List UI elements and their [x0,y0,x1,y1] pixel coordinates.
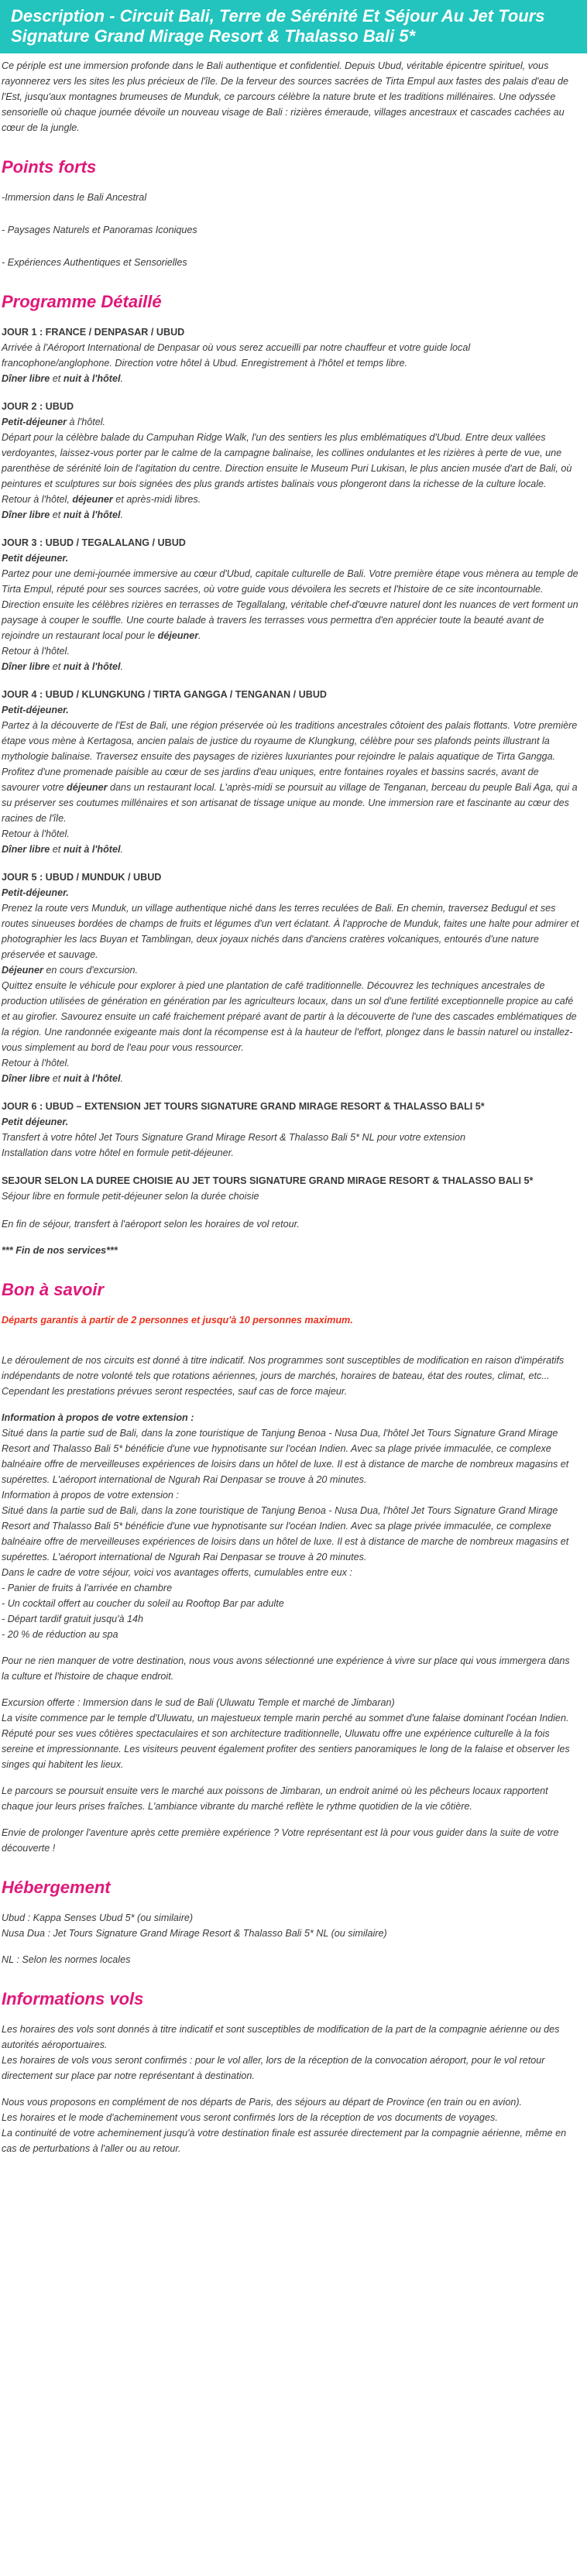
day-lunch: Déjeuner en cours d'excursion. [2,965,139,976]
guarantee-text: Départs garantis à partir de 2 personnes et jusqu'à 10 personnes maximum. [2,1315,353,1326]
day-text: Séjour libre en formule petit-déjeuner selon la durée choisie [2,1191,259,1202]
day-block [2,1173,579,1204]
day-meal: Petit déjeuner. [2,553,69,564]
day-return: Retour à l'hôtel. [2,646,70,657]
hotel-norms-note: NL : Selon les normes locales [2,1954,131,1965]
day-meal: Petit-déjeuner. [2,705,69,715]
advantage-item: - Panier de fruits à l'arrivée en chambre [2,1583,173,1593]
day-return: Retour à l'hôtel, déjeuner et après-midi libres. [2,494,201,505]
day-meal: Petit-déjeuner à l'hôtel. [2,417,105,427]
day-block [2,399,579,523]
day-text: Partez pour une demi-journée immersive au cœur d'Ubud, capitale culturelle de Bali. Votre première étape vous mènera au temple de Tirta Empul, réputé pour ses sources sacrées, où votre guide vous dévoilera les secrets et l'histoire de ce site incontournable. Direction ensuite les célèbres rizières en terrasses de Tegallalang, véritable chef-d'œuvre naturel dont les nuances de vert forment un paysage à couper le souffle. Une courte balade à travers les terrasses vous permettra d'en apprécier toute la beauté avant de rejoindre un restaurant local pour le déjeuner. [2,568,578,641]
extend-paragraph: Envie de prolonger l'aventure après cette première expérience ? Votre représentant est là pour vous guider dans la suite de votre découverte ! [2,1827,559,1854]
advantages-intro: Dans le cadre de votre séjour, voici vos avantages offerts, cumulables entre eux : [2,1567,352,1578]
hotel-line: Ubud : Kappa Senses Ubud 5* (ou similaire) [2,1912,194,1923]
highlight-item: - Paysages Naturels et Panoramas Iconiques [2,225,197,235]
end-services-text: *** Fin de nos services*** [2,1245,118,1256]
day-meal: Petit-déjeuner. [2,887,69,898]
day-dinner: Dîner libre et nuit à l'hôtel. [2,509,123,520]
day-return: Retour à l'hôtel. [2,1058,70,1068]
day-title: JOUR 5 : UBUD / MUNDUK / UBUD [2,872,162,883]
day-text: Transfert à votre hôtel Jet Tours Signature Grand Mirage Resort & Thalasso Bali 5* NL pour votre extension [2,1132,465,1143]
page-title: Description - Circuit Bali, Terre de Sérénité Et Séjour Au Jet Tours Signature Grand Mirage Resort & Thalasso Bali 5* [0,0,587,53]
extension-info [2,1410,579,1642]
section-heading-hebergement: Hébergement [2,1878,111,1897]
advantage-item: - Départ tardif gratuit jusqu'à 14h [2,1614,144,1624]
day-dinner: Dîner libre et nuit à l'hôtel. [2,661,123,672]
day-title: JOUR 3 : UBUD / TEGALALANG / UBUD [2,537,186,548]
day-block [2,535,579,674]
advantage-item: - 20 % de réduction au spa [2,1629,118,1640]
day-block [2,324,579,386]
intro-paragraph: Ce périple est une immersion profonde dans le Bali authentique et confidentiel. Depuis Ubud, véritable épicentre spirituel, vous rayonnerez vers les sites les plus précieux de l'île. De la ferveur des sources sacrées de Tirta Empul aux fastes des palais d'eau de l'Est, jusqu'aux montagnes brumeuses de Munduk, ce parcours célèbre la nature brute et les traditions millénaires. Une odyssée sensorielle où chaque journée dévoile un nouveau visage de Bali : rizières émeraude, villages ancestraux et cascades cachées au cœur de la jungle. [2,60,568,133]
highlight-item: - Expériences Authentiques et Sensorielles [2,257,187,268]
market-paragraph: Le parcours se poursuit ensuite vers le marché aux poissons de Jimbaran, un endroit animé où les pêcheurs locaux rapportent chaque jour leurs prises fraîches. L'ambiance vibrante du marché reflète le rythme quotidien de la vie côtière. [2,1785,548,1812]
extension-info-heading: Information à propos de votre extension : [2,1412,194,1423]
experience-paragraph: Pour ne rien manquer de votre destination, nous vous avons sélectionné une expérience à vivre sur place qui vous immergera dans la culture et l'histoire de chaque endroit. [2,1655,570,1682]
day-text: Arrivée à l'Aéroport International de Denpasar où vous serez accueilli par notre chauffeur et votre guide local francophone/anglophone. Direction votre hôtel à Ubud. Enregistrement à l'hôtel et temps libre. [2,342,471,369]
day-title: JOUR 4 : UBUD / KLUNGKUNG / TIRTA GANGGA / TENGANAN / UBUD [2,689,328,700]
highlight-item: -Immersion dans le Bali Ancestral [2,192,147,203]
extension-info-text: Situé dans la partie sud de Bali, dans la zone touristique de Tanjung Benoa - Nusa Dua, l'hôtel Jet Tours Signature Grand Mirage Resort and Thalasso Bali 5* bénéficie d'une vue hypnotisante sur l'océan Indien. Avec sa plage privée immaculée, ce complexe balnéaire offre de merveilleuses expériences de loisirs dans un hôtel de luxe. Il est à distance de marche de nombreux magasins et supérettes. L'aéroport international de Ngurah Rai Denpasar se trouve à 20 minutes. [2,1428,569,1485]
disclaimer-paragraph: Le déroulement de nos circuits est donné à titre indicatif. Nos programmes sont susceptibles de modification en raison d'impératifs indépendants de notre volonté tels que rotations aériennes, jours de marchés, horaires de bateau, état des routes, climat, etc... Cependant les prestations prévues seront respectées, sauf cas de force majeur. [2,1355,565,1397]
section-heading-bon-a-savoir: Bon à savoir [2,1280,105,1299]
section-heading-programme: Programme Détaillé [2,292,162,311]
day-text: Partez à la découverte de l'Est de Bali, une région préservée où les traditions ancestrales côtoient des palais flottants. Votre première étape vous mène à Kertagosa, ancien palais de justice du royaume de Klungkung, célèbre pour ses plafonds peints illustrant la mythologie balinaise. Traversez ensuite des paysages de rizières luxuriantes pour rejoindre le palais aquatique de Tirta Gangga. Profitez d'une promenade paisible au cœur de ses jardins d'eau uniques, entre fontaines royales et bassins sacrés, avant de savourer votre déjeuner dans un restaurant local. L'après-midi se poursuit au village de Tenganan, berceau du peuple Bali Aga, qui a su préserver ses coutumes millénaires et son artisanat de tissage unique au monde. Une immersion rare et fascinante au cœur des racines de l'île. [2,720,578,824]
day-dinner: Dîner libre et nuit à l'hôtel. [2,1073,123,1084]
day-block [2,1099,579,1161]
day-title: JOUR 2 : UBUD [2,401,74,412]
extension-info-heading: Information à propos de votre extension : [2,1490,179,1501]
day-return: Retour à l'hôtel. [2,828,70,839]
end-transfer-text: En fin de séjour, transfert à l'aéroport selon les horaires de vol retour. [2,1219,300,1230]
flights-paragraph: Les horaires des vols sont donnés à titre indicatif et sont susceptibles de modification de la part de la compagnie aérienne ou des autorités aéroportuaires. Les horaires de vols vous seront confirmés : pour le vol aller, lors de la réception de la convocation aéroport, pour le vol retour directement sur place par notre représentant à destination. [2,2024,560,2081]
day-text: Départ pour la célèbre balade du Campuhan Ridge Walk, l'un des sentiers les plus emblématiques d'Ubud. Entre deux vallées verdoyantes, laissez-vous porter par le calme de la campagne balinaise, les collines ondulantes et les rizières à perte de vue, une parenthèse de sérénité loin de l'agitation du centre. Direction ensuite le Museum Puri Lukisan, le plus ancien musée d'art de Bali, où peintures et sculptures sur bois signées des plus grands artistes balinais vous plongeront dans la richesse de la culture locale. [2,432,572,489]
day-text: Prenez la route vers Munduk, un village authentique niché dans les terres reculées de Bali. En chemin, traversez Bedugul et ses routes sinueuses bordées de champs de fruits et légumes d'un vert éclatant. À l'approche de Munduk, faites une halte pour admirer et photographier les lacs Buyan et Tamblingan, deux joyaux nichés dans d'anciens cratères volcaniques, entourés d'une nature préservée et sauvage. [2,903,579,960]
day-text: Quittez ensuite le véhicule pour explorer à pied une plantation de café traditionnelle. Découvrez les techniques ancestrales de production utilisées de génération en génération par les agriculteurs locaux, dans un sol d'une fertilité exceptionnelle propice au café et au girofier. Savourez ensuite un café fraichement préparé avant de partir à la découverte de l'une des cascades emblématiques de la région. Une randonnée exigeante mais dont la récompense est à la hauteur de l'effort, plongez dans le bassin naturel ou installez-vous simplement au bord de l'eau pour vous ressourcer. [2,980,577,1053]
day-block [2,687,579,857]
section-heading-points-forts: Points forts [2,157,97,177]
excursion-paragraph: Excursion offerte : Immersion dans le sud de Bali (Uluwatu Temple et marché de Jimbaran) La visite commence par le temple d'Uluwatu, un majestueux temple marin perché au sommet d'une falaise dominant l'océan Indien. Réputé pour ses vues côtières spectaculaires et son architecture traditionnelle, Uluwatu offre une expérience culturelle à la fois sereine et impressionnante. Les visiteurs peuvent également profiter des sentiers panoramiques le long de la falaise et observer les singes qui habitent les lieux. [2,1697,570,1770]
day-dinner: Dîner libre et nuit à l'hôtel. [2,373,123,384]
extension-info-text: Situé dans la partie sud de Bali, dans la zone touristique de Tanjung Benoa - Nusa Dua, l'hôtel Jet Tours Signature Grand Mirage Resort and Thalasso Bali 5* bénéficie d'une vue hypnotisante sur l'océan Indien. Avec sa plage privée immaculée, ce complexe balnéaire offre de merveilleuses expériences de loisirs dans un hôtel de luxe. Il est à distance de marche de nombreux magasins et supérettes. L'aéroport international de Ngurah Rai Denpasar se trouve à 20 minutes. [2,1505,569,1562]
section-heading-vols: Informations vols [2,1989,144,2008]
day-block [2,870,579,1086]
advantage-item: - Un cocktail offert au coucher du soleil au Rooftop Bar par adulte [2,1598,284,1609]
day-meal: Petit déjeuner. [2,1116,69,1127]
day-title: JOUR 1 : FRANCE / DENPASAR / UBUD [2,327,185,338]
day-title: JOUR 6 : UBUD – EXTENSION JET TOURS SIGNATURE GRAND MIRAGE RESORT & THALASSO BALI 5* [2,1101,485,1112]
day-text: Installation dans votre hôtel en formule petit-déjeuner. [2,1147,234,1158]
day-title: SEJOUR SELON LA DUREE CHOISIE AU JET TOURS SIGNATURE GRAND MIRAGE RESORT & THALASSO BALI 5* [2,1175,534,1186]
day-dinner: Dîner libre et nuit à l'hôtel. [2,844,123,855]
flights-paragraph: Nous vous proposons en complément de nos départs de Paris, des séjours au départ de Province (en train ou en avion). Les horaires et le mode d'acheminement vous seront confirmés lors de la réception de vos documents de voyages. La continuité de votre acheminement jusqu'à votre destination finale est assurée directement par la compagnie aérienne, même en cas de perturbations à l'aller ou au retour. [2,2097,567,2154]
hotel-line: Nusa Dua : Jet Tours Signature Grand Mirage Resort & Thalasso Bali 5* NL (ou similaire) [2,1928,387,1939]
